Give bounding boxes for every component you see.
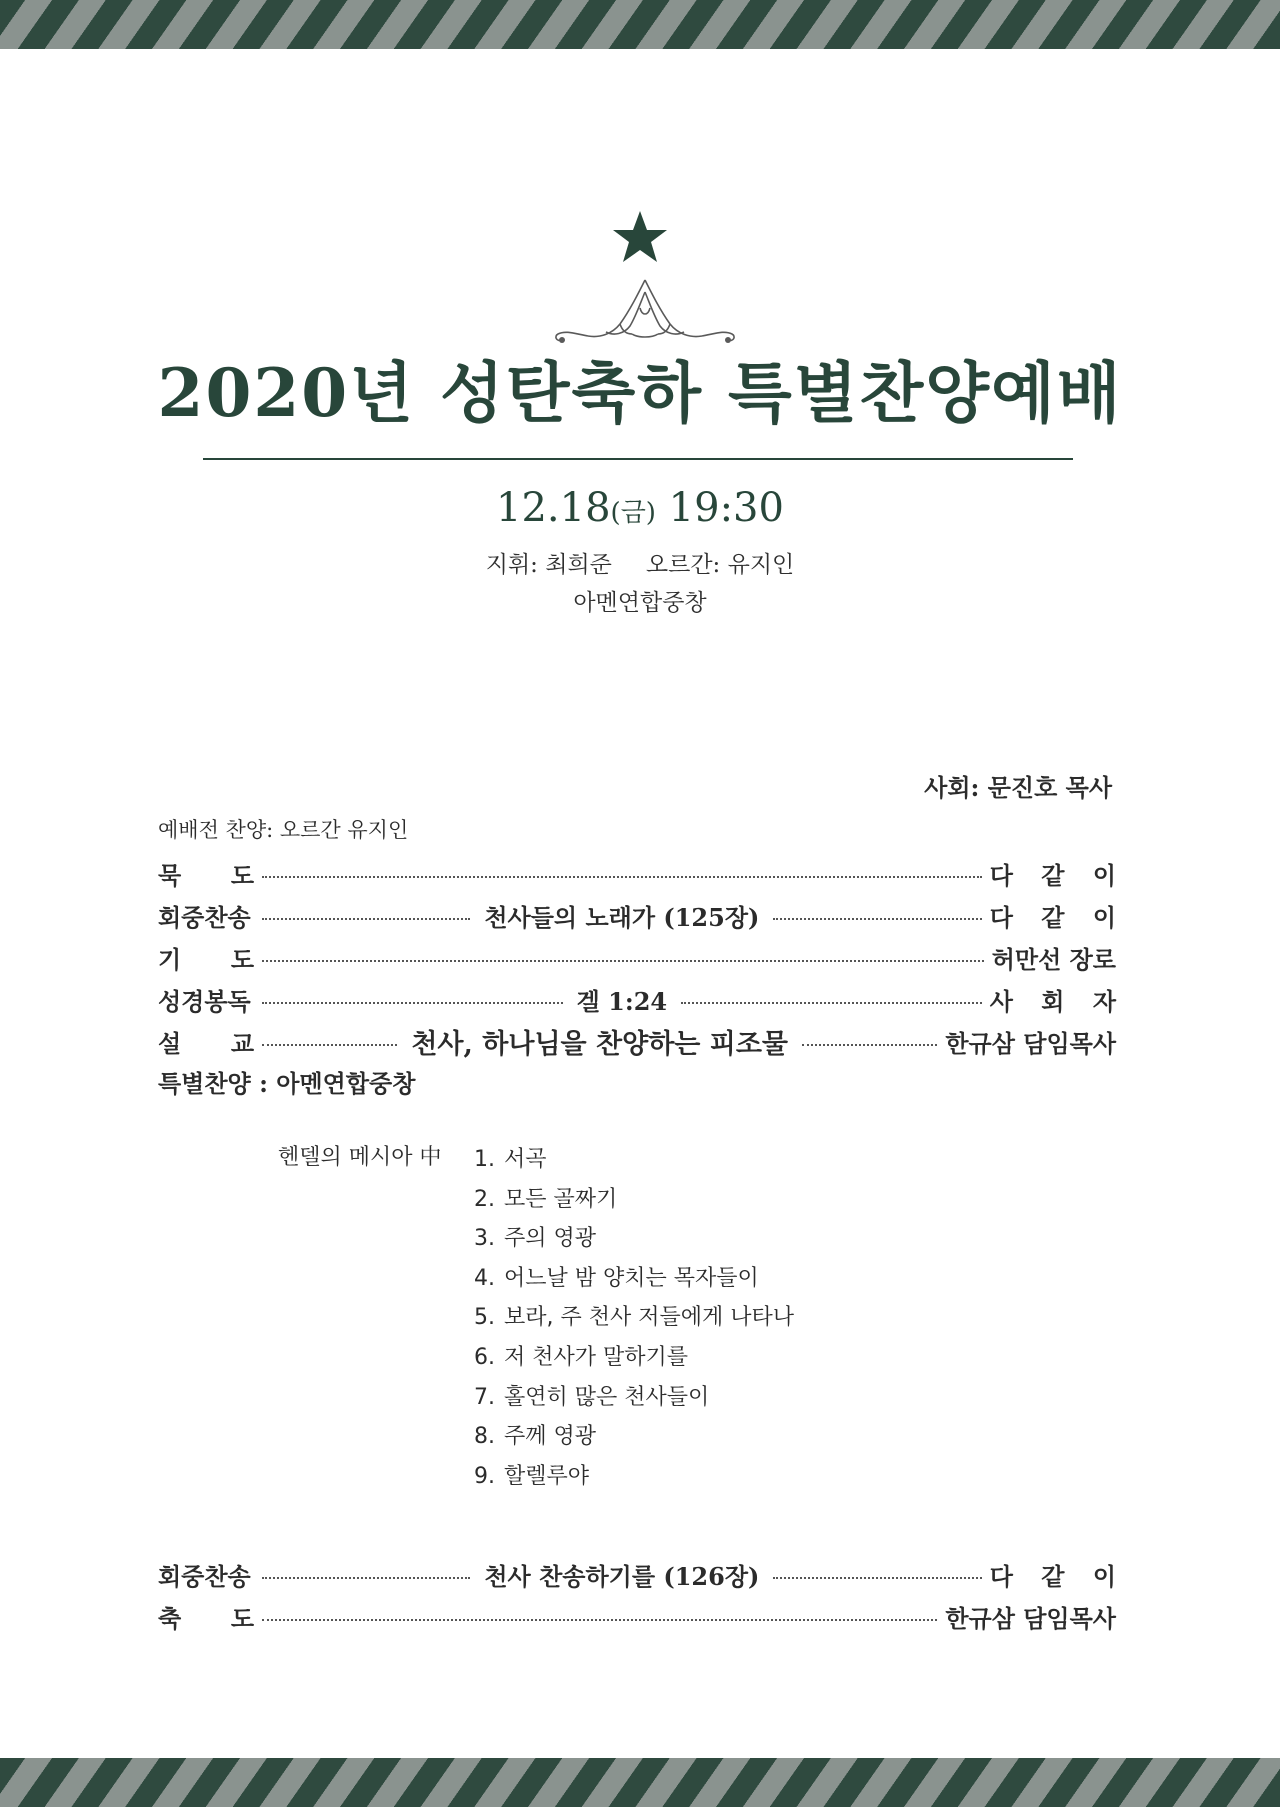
list-item: 9. 할렐루야 xyxy=(474,1463,590,1489)
dot-leader xyxy=(262,960,984,962)
sermon-title: 천사, 하나님을 찬양하는 피조물 xyxy=(411,1028,789,1060)
list-item: 6. 저 천사가 말하기를 xyxy=(474,1344,689,1370)
dot-leader xyxy=(773,1577,981,1579)
order-leader: 다 같 이 xyxy=(989,902,1127,932)
order-label: 성경봉독 xyxy=(158,986,251,1016)
title-divider xyxy=(203,458,1073,460)
messiah-pieces xyxy=(474,1140,794,1496)
dot-leader xyxy=(262,1002,563,1004)
order-leader: 한규삼 담임목사 xyxy=(945,1028,1117,1058)
list-item: 2. 모든 골짜기 xyxy=(474,1186,618,1212)
order-leader: 한규삼 담임목사 xyxy=(945,1603,1116,1633)
order-row-sermon xyxy=(158,1020,1116,1062)
service-day: (금) xyxy=(610,498,656,528)
order-label: 회중찬송 xyxy=(158,902,251,932)
dot-leader xyxy=(773,918,981,920)
page-title: 2020년 성탄축하 특별찬양예배 xyxy=(157,354,1123,432)
service-datetime xyxy=(0,480,1280,541)
order-item: 천사들의 노래가 (125장) xyxy=(484,902,760,932)
conductor-credit: 지휘: 최희준 xyxy=(485,552,612,578)
presider-credit: 사회: 문진호 목사 xyxy=(924,773,1112,802)
order-label: 기 도 xyxy=(158,944,254,974)
order-row-scripture xyxy=(158,978,1127,1020)
order-row-hymn xyxy=(158,894,1127,936)
order-label: 묵 도 xyxy=(158,860,254,890)
top-stripe-border xyxy=(0,0,1280,49)
list-item: 1. 서곡 xyxy=(474,1147,547,1172)
star-icon xyxy=(610,208,670,268)
dot-leader xyxy=(802,1044,937,1046)
order-label: 설 교 xyxy=(158,1028,254,1058)
credits-line xyxy=(0,548,1280,582)
order-label: 축 도 xyxy=(158,1603,254,1633)
ornament-flourish xyxy=(550,272,740,348)
order-leader: 다 같 이 xyxy=(989,860,1126,890)
special-praise-line: 특별찬양 : 아멘연합중창 xyxy=(158,1069,416,1098)
prelude-line: 예배전 찬양: 오르간 유지인 xyxy=(158,818,409,842)
dot-leader xyxy=(262,1619,937,1621)
list-item: 7. 홀연히 많은 천사들이 xyxy=(474,1384,710,1410)
dot-leader xyxy=(262,918,470,920)
order-label: 회중찬송 xyxy=(158,1561,251,1591)
closing-order xyxy=(158,1553,1127,1637)
order-item: 천사 찬송하기를 (126장) xyxy=(484,1561,760,1591)
dot-leader xyxy=(262,876,982,878)
list-item: 8. 주께 영광 xyxy=(474,1424,597,1450)
list-item: 5. 보라, 주 천사 저들에게 나타나 xyxy=(474,1305,794,1331)
bottom-stripe-border xyxy=(0,1758,1280,1807)
dot-leader xyxy=(681,1002,982,1004)
dot-leader xyxy=(262,1577,470,1579)
service-date: 12.18 xyxy=(496,485,611,531)
list-item: 4. 어느날 밤 양치는 목자들이 xyxy=(474,1265,759,1291)
order-leader: 다 같 이 xyxy=(989,1561,1127,1591)
order-row-closing-hymn xyxy=(158,1553,1127,1595)
choir-credit: 아멘연합중창 xyxy=(573,590,707,616)
order-row-benediction xyxy=(158,1595,1116,1637)
order-item: 겔 1:24 xyxy=(576,986,668,1016)
order-of-service xyxy=(158,852,1127,1062)
list-item: 3. 주의 영광 xyxy=(474,1226,597,1252)
organist-credit: 오르간: 유지인 xyxy=(645,552,795,578)
order-row-silent-prayer xyxy=(158,852,1126,894)
dot-leader xyxy=(262,1044,397,1046)
messiah-label: 헨델의 메시아 中 xyxy=(278,1145,442,1170)
order-row-prayer xyxy=(158,936,1116,978)
order-leader: 허만선 장로 xyxy=(991,944,1116,974)
order-leader: 사 회 자 xyxy=(989,986,1127,1016)
service-time: 19:30 xyxy=(668,485,784,531)
